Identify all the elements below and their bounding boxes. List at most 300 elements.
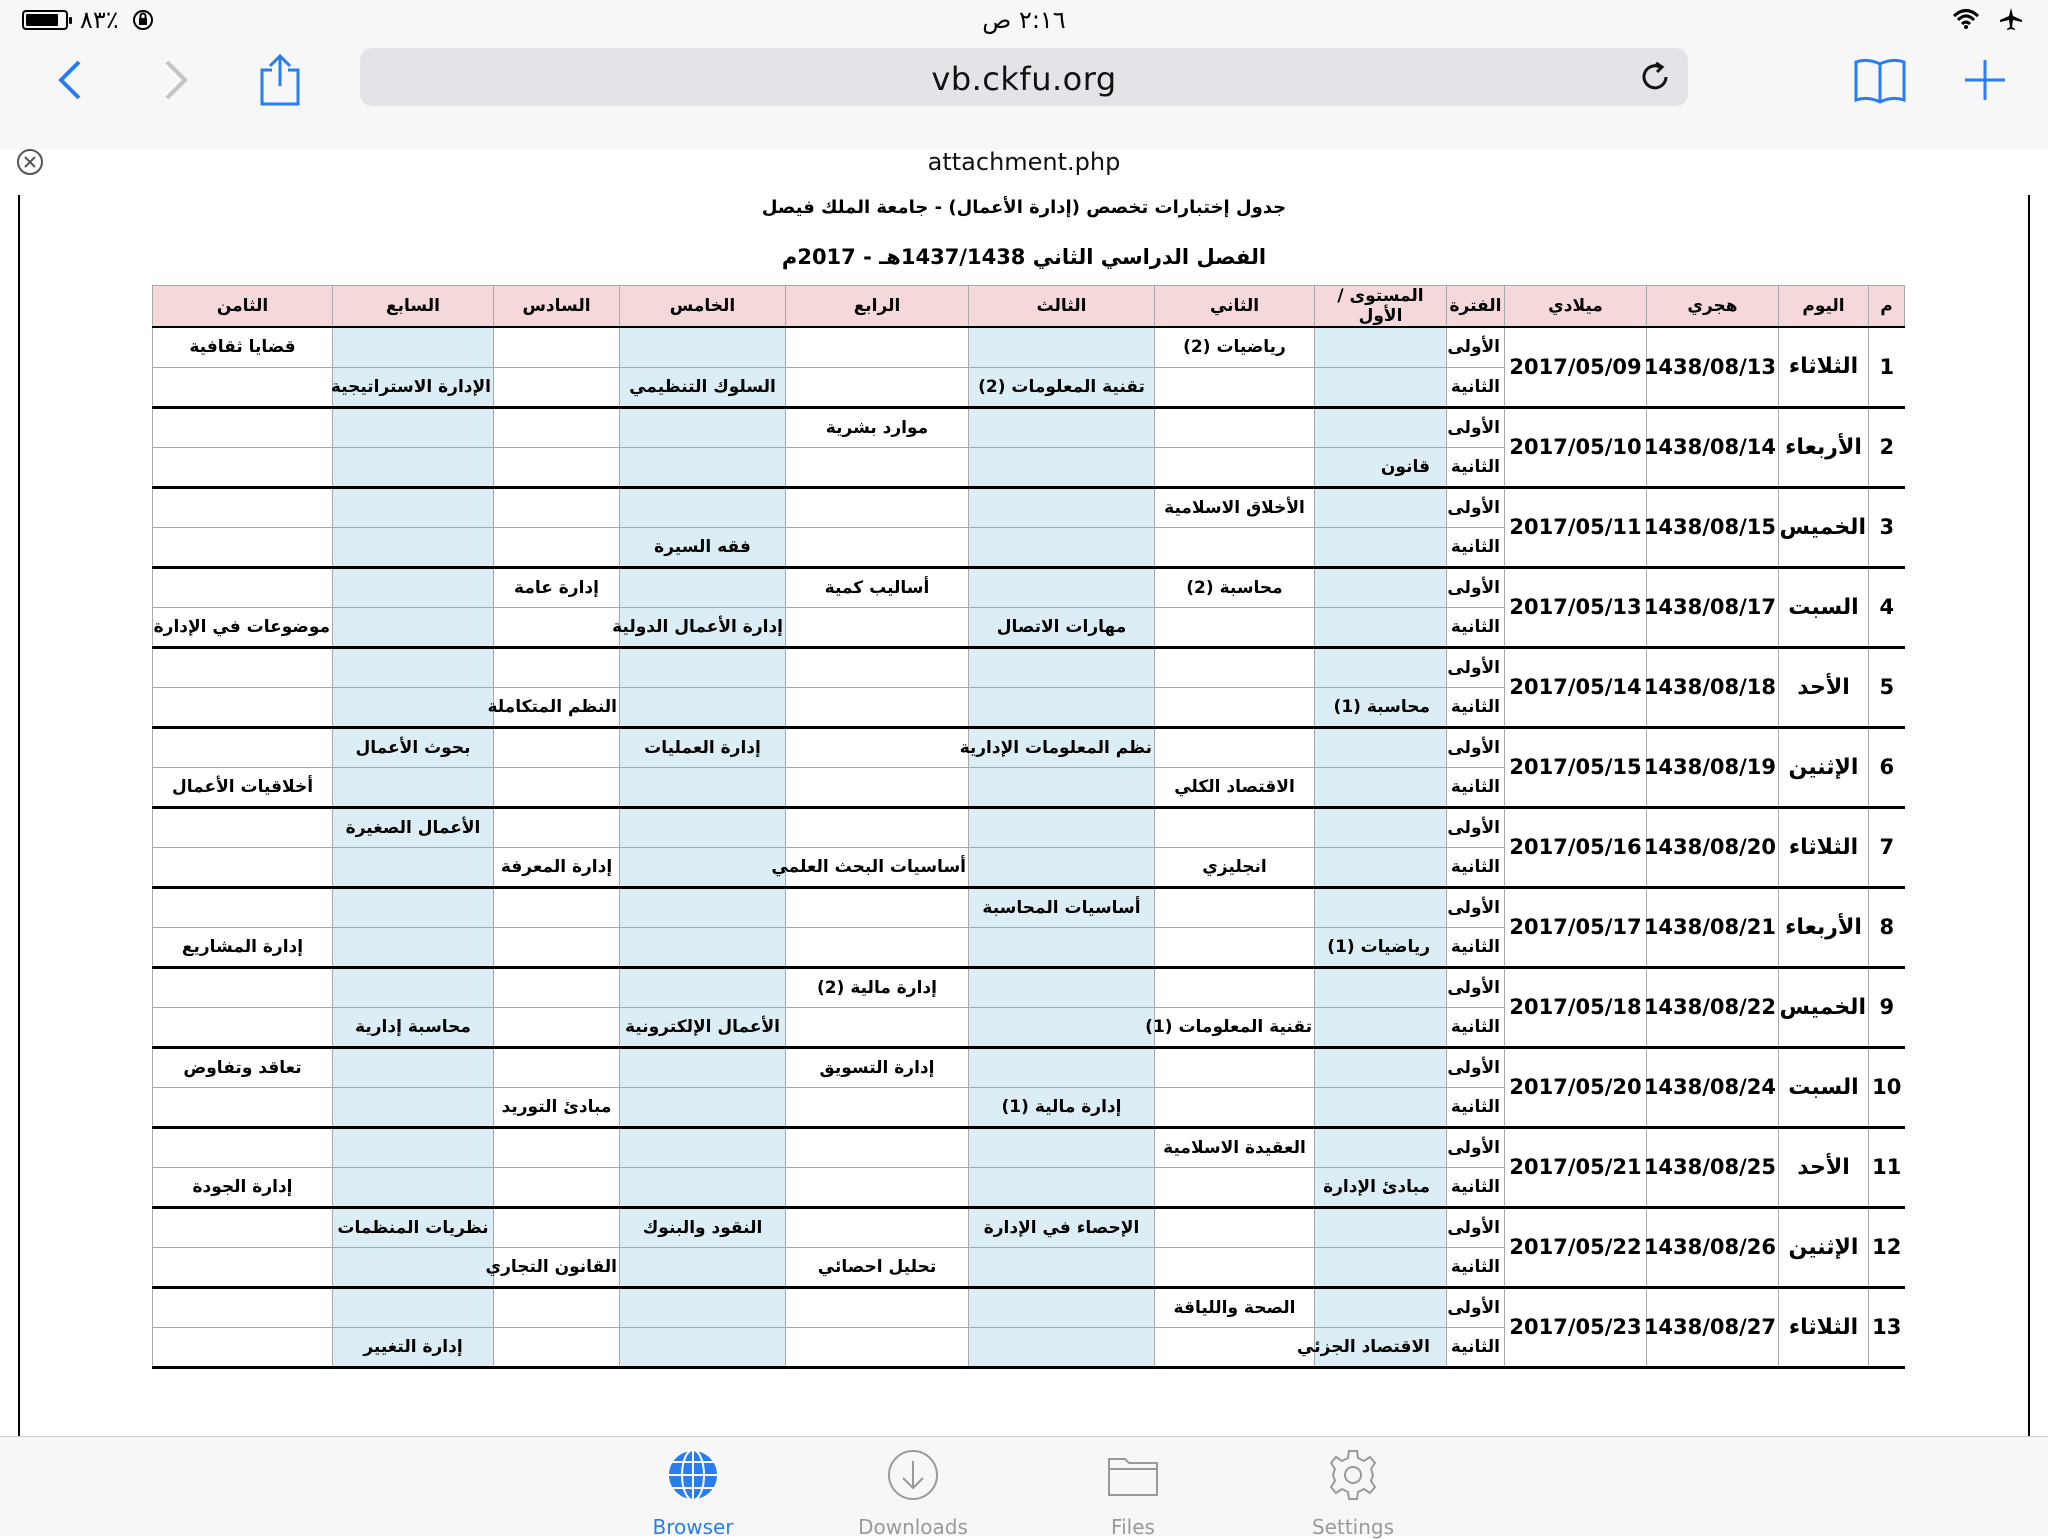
period-label: الثانية: [1447, 1327, 1505, 1367]
tab-settings[interactable]: [1273, 1447, 1433, 1539]
course-cell: [153, 687, 333, 727]
row-day: الأربعاء: [1779, 407, 1869, 487]
row-hijri-date: 1438/08/14: [1647, 407, 1779, 487]
tab-downloads-label: Downloads: [858, 1515, 968, 1539]
course-cell: [786, 1207, 969, 1247]
table-row: [153, 727, 1905, 767]
course-cell: رياضيات (1): [1315, 927, 1447, 967]
status-time: ٢:١٦ ص: [982, 6, 1066, 34]
col-header-hijri: هجري: [1647, 286, 1779, 328]
table-row: [153, 1287, 1905, 1327]
course-cell: [333, 527, 494, 567]
new-tab-button[interactable]: [1955, 50, 2015, 110]
course-cell: [333, 647, 494, 687]
course-cell: [620, 1247, 786, 1287]
course-cell: [620, 967, 786, 1007]
course-cell: [620, 487, 786, 527]
tab-title: attachment.php: [927, 148, 1121, 176]
course-cell: [786, 607, 969, 647]
browser-toolbar: [0, 40, 2048, 176]
row-hijri-date: 1438/08/13: [1647, 327, 1779, 407]
course-cell: [1315, 647, 1447, 687]
bookmarks-button[interactable]: [1850, 50, 1910, 110]
course-cell: إدارة عامة: [494, 567, 620, 607]
course-cell: [969, 807, 1155, 847]
row-hijri-date: 1438/08/17: [1647, 567, 1779, 647]
course-cell: [969, 447, 1155, 487]
course-cell: [1315, 767, 1447, 807]
course-cell: [620, 647, 786, 687]
row-gregorian-date: 2017/05/15: [1505, 727, 1647, 807]
course-cell: [969, 647, 1155, 687]
course-cell: إدارة الجودة: [153, 1167, 333, 1207]
course-cell: [1315, 887, 1447, 927]
course-cell: أساسيات المحاسبة: [969, 887, 1155, 927]
period-label: الثانية: [1447, 927, 1505, 967]
course-cell: نظم المعلومات الإدارية: [969, 727, 1155, 767]
course-cell: [153, 807, 333, 847]
course-cell: [153, 1207, 333, 1247]
course-cell: [620, 1327, 786, 1367]
course-cell: [1155, 527, 1315, 567]
course-cell: [620, 447, 786, 487]
status-right: [1952, 6, 2024, 32]
period-label: الثانية: [1447, 447, 1505, 487]
col-header-level-1: المستوى / الأول: [1315, 286, 1447, 328]
course-cell: موارد بشرية: [786, 407, 969, 447]
course-cell: [1315, 967, 1447, 1007]
col-header-level-5: الخامس: [620, 286, 786, 328]
course-cell: [969, 1007, 1155, 1047]
row-number: 13: [1869, 1287, 1905, 1367]
course-cell: [153, 487, 333, 527]
row-hijri-date: 1438/08/24: [1647, 1047, 1779, 1127]
row-day: الخميس: [1779, 487, 1869, 567]
course-cell: تقنية المعلومات (2): [969, 367, 1155, 407]
table-row: [153, 487, 1905, 527]
course-cell: تحليل احصائي: [786, 1247, 969, 1287]
course-cell: السلوك التنظيمي: [620, 367, 786, 407]
row-number: 1: [1869, 327, 1905, 407]
course-cell: [1155, 647, 1315, 687]
course-cell: [494, 887, 620, 927]
course-cell: [333, 567, 494, 607]
row-gregorian-date: 2017/05/18: [1505, 967, 1647, 1047]
row-day: الثلاثاء: [1779, 807, 1869, 887]
course-cell: إدارة التغيير: [333, 1327, 494, 1367]
bottom-tab-bar: [0, 1436, 2048, 1539]
row-number: 2: [1869, 407, 1905, 487]
row-day: الإثنين: [1779, 727, 1869, 807]
period-label: الأولى: [1447, 1287, 1505, 1327]
course-cell: [494, 767, 620, 807]
course-cell: [153, 887, 333, 927]
tab-settings-label: Settings: [1311, 1515, 1395, 1539]
table-row: [153, 647, 1905, 687]
course-cell: فقه السيرة: [620, 527, 786, 567]
course-cell: محاسبة (1): [1315, 687, 1447, 727]
course-cell: [333, 407, 494, 447]
back-button[interactable]: [40, 50, 100, 110]
course-cell: [333, 687, 494, 727]
course-cell: مهارات الاتصال: [969, 607, 1155, 647]
chevron-left-icon: [55, 58, 85, 102]
row-number: 9: [1869, 967, 1905, 1047]
course-cell: [786, 927, 969, 967]
period-label: الثانية: [1447, 527, 1505, 567]
period-label: الثانية: [1447, 1007, 1505, 1047]
course-cell: [494, 727, 620, 767]
course-cell: [1315, 807, 1447, 847]
course-cell: [494, 967, 620, 1007]
course-cell: [620, 327, 786, 367]
course-cell: الاقتصاد الجزئي: [1315, 1327, 1447, 1367]
share-icon: [258, 52, 302, 108]
course-cell: الصحة واللياقة: [1155, 1287, 1315, 1327]
course-cell: الأعمال الإلكترونية: [620, 1007, 786, 1047]
course-cell: [969, 567, 1155, 607]
table-row: [153, 1127, 1905, 1167]
course-cell: الأعمال الصغيرة: [333, 807, 494, 847]
course-cell: إدارة الأعمال الدولية: [620, 607, 786, 647]
col-header-level-3: الثالث: [969, 286, 1155, 328]
row-day: الخميس: [1779, 967, 1869, 1047]
course-cell: [153, 1247, 333, 1287]
course-cell: [333, 1127, 494, 1167]
course-cell: [1155, 887, 1315, 927]
course-cell: [333, 1287, 494, 1327]
course-cell: [1155, 407, 1315, 447]
period-label: الثانية: [1447, 1087, 1505, 1127]
course-cell: قانون: [1315, 447, 1447, 487]
tab-downloads[interactable]: [833, 1447, 993, 1539]
course-cell: [969, 687, 1155, 727]
course-cell: [786, 1167, 969, 1207]
course-cell: [1315, 1207, 1447, 1247]
table-body: [153, 327, 1905, 1367]
course-cell: إدارة مالية (1): [969, 1087, 1155, 1127]
course-cell: [620, 807, 786, 847]
course-cell: [333, 1047, 494, 1087]
course-cell: [153, 1327, 333, 1367]
course-cell: [786, 687, 969, 727]
course-cell: [620, 567, 786, 607]
course-cell: [494, 1167, 620, 1207]
course-cell: [1155, 967, 1315, 1007]
course-cell: [153, 967, 333, 1007]
url-text: vb.ckfu.org: [931, 60, 1117, 98]
course-cell: [620, 687, 786, 727]
course-cell: [1155, 607, 1315, 647]
course-cell: [494, 927, 620, 967]
course-cell: [333, 967, 494, 1007]
course-cell: [494, 1047, 620, 1087]
course-cell: الإحصاء في الإدارة: [969, 1207, 1155, 1247]
course-cell: [969, 1287, 1155, 1327]
course-cell: محاسبة (2): [1155, 567, 1315, 607]
course-cell: [1315, 327, 1447, 367]
course-cell: رياضيات (2): [1155, 327, 1315, 367]
row-hijri-date: 1438/08/15: [1647, 487, 1779, 567]
row-gregorian-date: 2017/05/14: [1505, 647, 1647, 727]
row-hijri-date: 1438/08/25: [1647, 1127, 1779, 1207]
course-cell: [1315, 407, 1447, 447]
course-cell: [494, 1007, 620, 1047]
course-cell: [1315, 367, 1447, 407]
course-cell: [620, 887, 786, 927]
share-button[interactable]: [250, 50, 310, 110]
table-row: [153, 567, 1905, 607]
course-cell: [620, 1047, 786, 1087]
course-cell: [1155, 1247, 1315, 1287]
course-cell: [1315, 1007, 1447, 1047]
col-header-level-4: الرابع: [786, 286, 969, 328]
course-cell: تعاقد وتفاوض: [153, 1047, 333, 1087]
course-cell: أساسيات البحث العلمي: [786, 847, 969, 887]
course-cell: [620, 1087, 786, 1127]
course-cell: إدارة العمليات: [620, 727, 786, 767]
course-cell: [333, 927, 494, 967]
course-cell: [969, 1127, 1155, 1167]
tab-files[interactable]: [1053, 1447, 1213, 1539]
row-number: 11: [1869, 1127, 1905, 1207]
row-number: 10: [1869, 1047, 1905, 1127]
plus-icon: [1963, 58, 2007, 102]
course-cell: [153, 1087, 333, 1127]
course-cell: [620, 847, 786, 887]
course-cell: موضوعات في الإدارة: [153, 607, 333, 647]
period-label: الثانية: [1447, 767, 1505, 807]
row-hijri-date: 1438/08/22: [1647, 967, 1779, 1047]
course-cell: [1315, 727, 1447, 767]
course-cell: العقيدة الاسلامية: [1155, 1127, 1315, 1167]
row-day: الأحد: [1779, 1127, 1869, 1207]
course-cell: [1315, 1127, 1447, 1167]
table-row: [153, 967, 1905, 1007]
course-cell: [786, 807, 969, 847]
row-day: السبت: [1779, 1047, 1869, 1127]
course-cell: [1155, 927, 1315, 967]
table-row: [153, 887, 1905, 927]
table-header-row: [153, 286, 1905, 328]
row-gregorian-date: 2017/05/09: [1505, 327, 1647, 407]
row-number: 3: [1869, 487, 1905, 567]
course-cell: [969, 527, 1155, 567]
wifi-icon: [1952, 8, 1980, 30]
course-cell: [333, 1167, 494, 1207]
course-cell: [786, 487, 969, 527]
row-gregorian-date: 2017/05/22: [1505, 1207, 1647, 1287]
course-cell: الإدارة الاستراتيجية: [333, 367, 494, 407]
course-cell: [1155, 447, 1315, 487]
row-gregorian-date: 2017/05/20: [1505, 1047, 1647, 1127]
course-cell: [333, 327, 494, 367]
course-cell: [1155, 1087, 1315, 1127]
course-cell: [494, 527, 620, 567]
course-cell: [153, 367, 333, 407]
course-cell: [969, 1247, 1155, 1287]
table-row: [153, 807, 1905, 847]
course-cell: مبادئ الإدارة: [1315, 1167, 1447, 1207]
period-label: الثانية: [1447, 367, 1505, 407]
reload-icon[interactable]: [1638, 60, 1672, 94]
row-number: 4: [1869, 567, 1905, 647]
course-cell: [786, 447, 969, 487]
course-cell: [333, 1087, 494, 1127]
row-gregorian-date: 2017/05/21: [1505, 1127, 1647, 1207]
row-hijri-date: 1438/08/18: [1647, 647, 1779, 727]
period-label: الثانية: [1447, 607, 1505, 647]
course-cell: [1315, 1087, 1447, 1127]
course-cell: انجليزي: [1155, 847, 1315, 887]
course-cell: إدارة المعرفة: [494, 847, 620, 887]
course-cell: [1155, 1047, 1315, 1087]
course-cell: محاسبة إدارية: [333, 1007, 494, 1047]
course-cell: [1155, 1167, 1315, 1207]
course-cell: [333, 607, 494, 647]
row-number: 12: [1869, 1207, 1905, 1287]
globe-icon: [665, 1447, 721, 1503]
period-label: الأولى: [1447, 647, 1505, 687]
course-cell: [786, 367, 969, 407]
period-label: الأولى: [1447, 887, 1505, 927]
period-label: الثانية: [1447, 687, 1505, 727]
course-cell: [1315, 1287, 1447, 1327]
course-cell: [153, 527, 333, 567]
row-number: 7: [1869, 807, 1905, 887]
col-header-day: اليوم: [1779, 286, 1869, 328]
course-cell: القانون التجاري: [494, 1247, 620, 1287]
course-cell: [1155, 807, 1315, 847]
row-day: الأربعاء: [1779, 887, 1869, 967]
row-gregorian-date: 2017/05/11: [1505, 487, 1647, 567]
tab-browser[interactable]: [613, 1447, 773, 1539]
course-cell: [153, 647, 333, 687]
course-cell: [620, 407, 786, 447]
gear-icon: [1325, 1447, 1381, 1503]
course-cell: [969, 927, 1155, 967]
course-cell: [969, 407, 1155, 447]
row-day: الإثنين: [1779, 1207, 1869, 1287]
row-number: 5: [1869, 647, 1905, 727]
period-label: الأولى: [1447, 807, 1505, 847]
forward-button[interactable]: [146, 50, 206, 110]
course-cell: [494, 487, 620, 527]
course-cell: [620, 1167, 786, 1207]
course-cell: [1155, 687, 1315, 727]
col-header-level-7: السابع: [333, 286, 494, 328]
document-page: [18, 195, 2030, 1439]
tab-files-label: Files: [1111, 1515, 1155, 1539]
course-cell: [333, 887, 494, 927]
book-icon: [1853, 56, 1907, 104]
period-label: الثانية: [1447, 1167, 1505, 1207]
row-gregorian-date: 2017/05/17: [1505, 887, 1647, 967]
course-cell: [969, 1047, 1155, 1087]
col-header-gregorian: ميلادي: [1505, 286, 1647, 328]
table-row: [153, 1047, 1905, 1087]
table-row: [153, 1207, 1905, 1247]
course-cell: [153, 567, 333, 607]
row-number: 8: [1869, 887, 1905, 967]
course-cell: تقنية المعلومات (1): [1155, 1007, 1315, 1047]
course-cell: [333, 447, 494, 487]
status-bar: [0, 0, 2048, 40]
course-cell: [1155, 1207, 1315, 1247]
course-cell: الاقتصاد الكلي: [1155, 767, 1315, 807]
chevron-right-icon: [161, 58, 191, 102]
course-cell: [1315, 847, 1447, 887]
col-header-level-2: الثاني: [1155, 286, 1315, 328]
col-header-level-8: الثامن: [153, 286, 333, 328]
course-cell: [494, 447, 620, 487]
course-cell: [786, 327, 969, 367]
address-bar[interactable]: [360, 48, 1688, 106]
course-cell: [786, 527, 969, 567]
col-header-num: م: [1869, 286, 1905, 328]
course-cell: [1315, 527, 1447, 567]
row-day: الأحد: [1779, 647, 1869, 727]
row-number: 6: [1869, 727, 1905, 807]
course-cell: [153, 1287, 333, 1327]
course-cell: [620, 767, 786, 807]
course-cell: [153, 1127, 333, 1167]
course-cell: النقود والبنوك: [620, 1207, 786, 1247]
course-cell: [494, 647, 620, 687]
period-label: الأولى: [1447, 967, 1505, 1007]
course-cell: [494, 1207, 620, 1247]
course-cell: [969, 487, 1155, 527]
course-cell: [786, 1287, 969, 1327]
course-cell: [1315, 607, 1447, 647]
course-cell: بحوث الأعمال: [333, 727, 494, 767]
course-cell: [494, 607, 620, 647]
course-cell: إدارة المشاريع: [153, 927, 333, 967]
course-cell: [786, 1127, 969, 1167]
row-gregorian-date: 2017/05/13: [1505, 567, 1647, 647]
period-label: الأولى: [1447, 1127, 1505, 1167]
course-cell: [786, 727, 969, 767]
period-label: الأولى: [1447, 567, 1505, 607]
course-cell: [969, 767, 1155, 807]
course-cell: [494, 1127, 620, 1167]
document-title: جدول إختبارات تخصص (إدارة الأعمال) - جامعة الملك فيصل: [761, 197, 1287, 218]
period-label: الأولى: [1447, 327, 1505, 367]
download-icon: [885, 1447, 941, 1503]
course-cell: [153, 1007, 333, 1047]
course-cell: الأخلاق الاسلامية: [1155, 487, 1315, 527]
row-day: السبت: [1779, 567, 1869, 647]
period-label: الأولى: [1447, 407, 1505, 447]
col-header-period: الفترة: [1447, 286, 1505, 328]
table-row: [153, 327, 1905, 367]
course-cell: [786, 887, 969, 927]
course-cell: إدارة مالية (2): [786, 967, 969, 1007]
course-cell: [494, 1287, 620, 1327]
course-cell: [333, 847, 494, 887]
course-cell: [153, 727, 333, 767]
course-cell: [1315, 1047, 1447, 1087]
row-hijri-date: 1438/08/19: [1647, 727, 1779, 807]
airplane-icon: [1998, 6, 2024, 32]
course-cell: [786, 1007, 969, 1047]
course-cell: [1315, 567, 1447, 607]
course-cell: [494, 407, 620, 447]
course-cell: قضايا ثقافية: [153, 327, 333, 367]
course-cell: [1315, 487, 1447, 527]
course-cell: [333, 767, 494, 807]
course-cell: [969, 967, 1155, 1007]
